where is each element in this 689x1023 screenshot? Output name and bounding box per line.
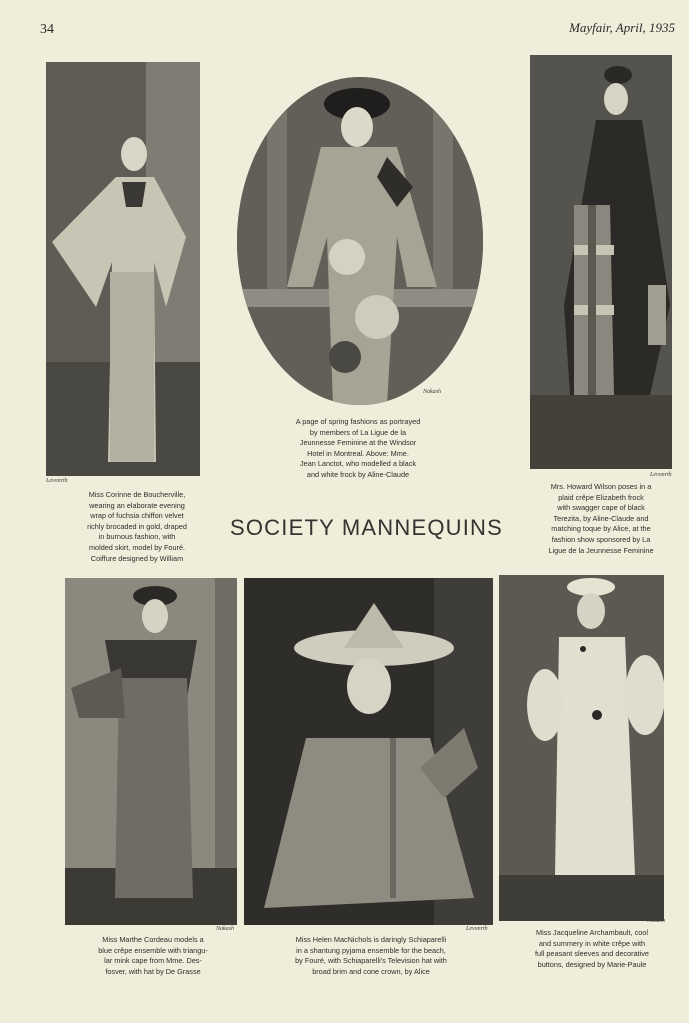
caption-line: Miss Jacqueline Archambault, cool xyxy=(536,928,648,937)
photo-oval-portrait xyxy=(237,77,483,405)
caption-line: Terezita, by Aline-Claude and xyxy=(553,513,649,523)
caption-white-crepe xyxy=(512,928,672,970)
masthead: Mayfair, April, 1935 xyxy=(569,20,675,35)
photo-credit: Levonrth xyxy=(650,472,672,478)
caption-line: buttons, designed by Marie-Paule xyxy=(537,959,647,969)
caption-line: in burnous fashion, with xyxy=(98,532,176,542)
caption-line: Mrs. Howard Wilson poses in a xyxy=(550,482,652,491)
caption-line: Ligue de la Jeunnesse Feminine xyxy=(548,545,654,555)
caption-line: by Fouré, with Schiaparelli's Television hat with xyxy=(295,956,447,966)
caption-evening-wrap xyxy=(52,490,222,564)
caption-line: Coiffure designed by William xyxy=(90,553,184,563)
photo-credit: Levonrth xyxy=(46,478,68,484)
page-title: SOCIETY MANNEQUINS xyxy=(230,515,504,540)
caption-plaid-cape xyxy=(530,482,672,556)
photo-credit: Nakash xyxy=(647,918,665,924)
photo-evening-wrap xyxy=(46,62,200,476)
caption-line: Miss Helen MacNichols is daringly Schiaparelli xyxy=(295,935,447,944)
caption-line: wearing an elaborate evening xyxy=(89,500,185,510)
caption-line: wrap of fuchsia chiffon velvet xyxy=(90,511,184,521)
caption-mink-cape xyxy=(72,935,234,977)
photo-credit: Levonrth xyxy=(466,926,488,932)
caption-oval-portrait xyxy=(268,417,448,481)
caption-line: lar mink cape from Mme. Des- xyxy=(104,956,202,966)
caption-line: Miss Marthe Cordeau models a xyxy=(102,935,204,944)
caption-line: broad brim and cone crown, by Alice xyxy=(312,966,430,976)
caption-line: Hotel in Montreal. Above: Mme. xyxy=(307,448,409,458)
caption-line: in a shantung pyjama ensemble for the beach, xyxy=(296,945,446,955)
caption-line: molded skirt, model by Fouré. xyxy=(88,542,186,552)
caption-line: plaid crêpe Elizabeth frock xyxy=(558,492,644,502)
caption-line: matching toque by Alice, at the xyxy=(551,524,651,534)
photo-white-crepe xyxy=(499,575,664,921)
caption-line: and white frock by Aline-Claude xyxy=(306,469,410,479)
caption-line: fosver, with hat by De Grasse xyxy=(105,966,201,976)
caption-line: blue crêpe ensemble with triangu- xyxy=(98,945,208,955)
caption-line: A page of spring fashions as portrayed xyxy=(295,417,421,426)
photo-wide-brim-hat xyxy=(244,578,493,925)
caption-line: and summery in white crêpe with xyxy=(538,938,646,948)
caption-wide-brim-hat xyxy=(266,935,476,977)
caption-line: by members of La Ligue de la xyxy=(309,427,407,437)
caption-line: Miss Corinne de Boucherville, xyxy=(88,490,186,499)
photo-credit: Nakash xyxy=(216,926,234,932)
caption-line: with swagger cape of black xyxy=(557,503,645,513)
caption-line: richly brocaded in gold, draped xyxy=(87,521,187,531)
page-number: 34 xyxy=(40,22,54,37)
caption-line: Jeunnesse Feminine at the Windsor xyxy=(299,438,417,448)
photo-plaid-cape xyxy=(530,55,672,469)
caption-line: fashion show sponsored by La xyxy=(551,534,651,544)
caption-line: Jean Lanctot, who modelled a black xyxy=(299,459,416,469)
caption-line: full peasant sleeves and decorative xyxy=(535,949,649,959)
photo-mink-cape xyxy=(65,578,237,925)
photo-credit: Nakash xyxy=(423,389,441,395)
